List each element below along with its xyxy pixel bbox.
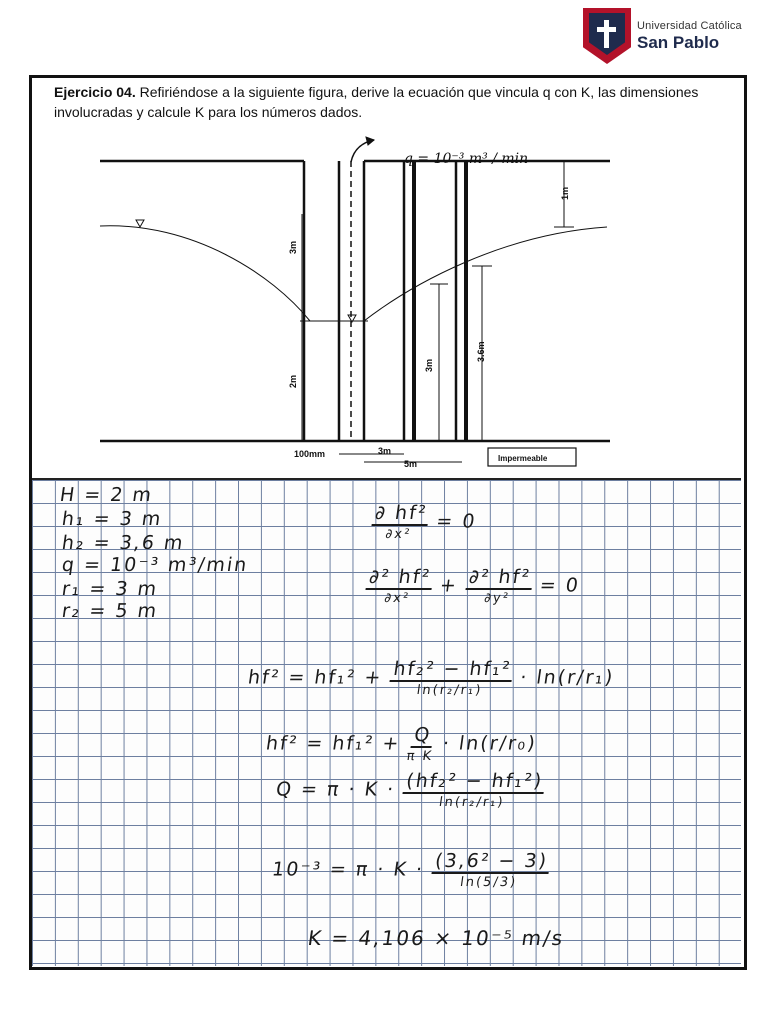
- equation-2: [363, 566, 582, 606]
- equation-3: [245, 658, 617, 698]
- given-r2: r₂ = 5 m: [60, 600, 160, 622]
- equation-6: [269, 850, 551, 890]
- dim-3m-left: 3m: [288, 240, 298, 254]
- dim-5m: 5m: [404, 459, 418, 469]
- eq3-lhs: hf² = hf₁² +: [246, 666, 384, 689]
- dim-2m: 2m: [288, 374, 298, 388]
- eq1-den: ∂x²: [384, 527, 413, 542]
- eq4-lhs: hf² = hf₁² +: [264, 732, 402, 755]
- eq2-rhs: = 0: [538, 574, 582, 597]
- eq4-num: Q: [411, 724, 435, 748]
- logo-line2: San Pablo: [637, 33, 720, 52]
- eq5-num: (hf₂² − hf₁²): [403, 770, 547, 794]
- eq6-lhs: 10⁻³ = π · K ·: [270, 858, 426, 881]
- handwritten-solution: [32, 478, 741, 966]
- equation-4: [263, 724, 539, 764]
- equation-1: [369, 502, 479, 542]
- eq5-lhs: Q = π · K ·: [274, 778, 397, 801]
- eq6-den: ln(5/3): [459, 875, 519, 890]
- eq3-num: hf₂² − hf₁²: [390, 658, 515, 682]
- equation-5: [273, 770, 546, 810]
- flow-rate-label: q = 10⁻³ m³ / min: [404, 151, 529, 167]
- impermeable-label: Impermeable: [498, 454, 548, 463]
- eq3-den: ln(r₂/r₁): [415, 683, 484, 698]
- result-K: K = 4,106 × 10⁻⁵ m/s: [306, 926, 567, 950]
- eq6-num: (3,6² − 3): [431, 850, 551, 874]
- given-q: q = 10⁻³ m³/min: [60, 554, 250, 576]
- exercise-text: Refiriéndose a la siguiente figura, derive la ecuación que vincula q con K, las dimensiones involucradas y calcule K para los números dados.: [54, 84, 699, 120]
- eq2-b-den: ∂y²: [483, 591, 511, 606]
- eq1-rhs: = 0: [434, 510, 478, 533]
- dim-100mm: 100mm: [294, 449, 326, 459]
- exercise-label: Ejercicio 04.: [54, 84, 136, 100]
- eq1-num: ∂ hf²: [371, 502, 431, 526]
- well-diagram: [32, 134, 740, 474]
- eq2-a-den: ∂x²: [383, 591, 412, 606]
- given-r1: r₁ = 3 m: [60, 578, 160, 600]
- shield-icon: [583, 8, 631, 64]
- eq2-b-num: ∂² hf²: [465, 566, 534, 590]
- problem-statement: [54, 82, 734, 122]
- dim-3m-mid: 3m: [424, 358, 434, 372]
- eq5-den: ln(r₂/r₁): [437, 795, 506, 810]
- university-logo: [583, 8, 742, 64]
- given-h1: h₁ = 3 m: [60, 508, 164, 530]
- dim-3m-bottom: 3m: [378, 446, 392, 456]
- well-figure: [32, 134, 740, 474]
- given-H: H = 2 m: [58, 484, 155, 506]
- eq4-den: π K: [405, 749, 435, 764]
- eq4-rhs: · ln(r/r₀): [441, 732, 539, 755]
- logo-line1: Universidad Católica: [637, 20, 742, 32]
- eq2-a-num: ∂² hf²: [365, 566, 434, 590]
- eq3-rhs: · ln(r/r₁): [518, 666, 616, 689]
- dim-3-6m: 3.6m: [476, 341, 486, 362]
- dim-1m: 1m: [560, 186, 570, 200]
- given-h2: h₂ = 3,6 m: [60, 532, 186, 554]
- eq2-plus: +: [438, 574, 460, 597]
